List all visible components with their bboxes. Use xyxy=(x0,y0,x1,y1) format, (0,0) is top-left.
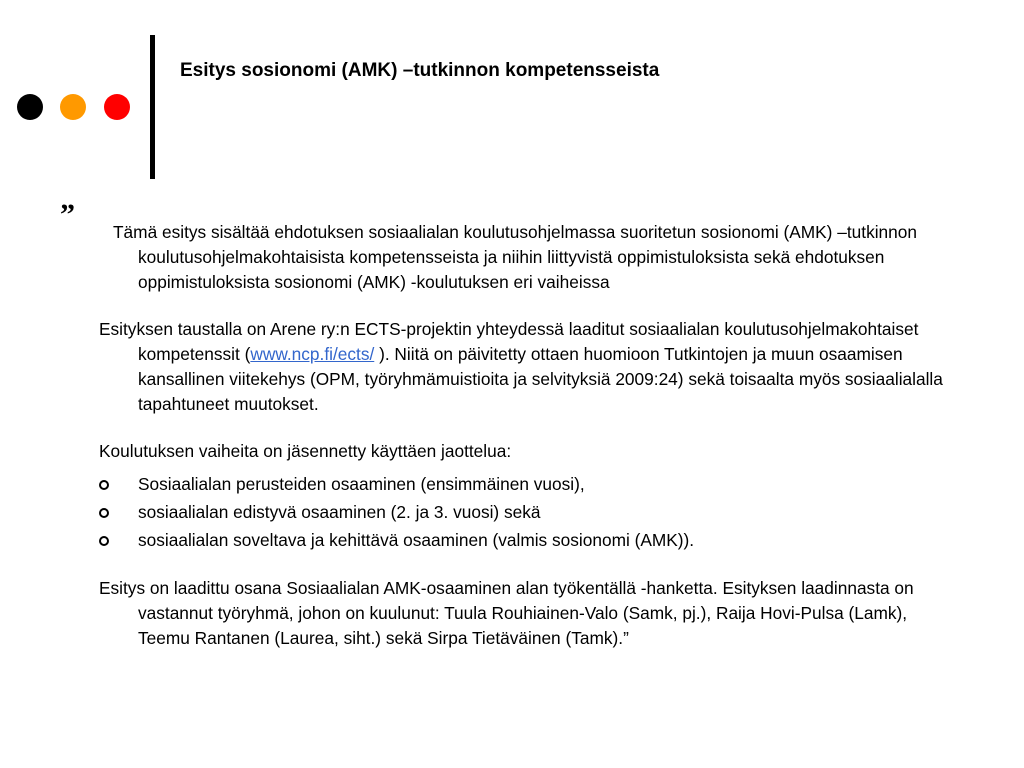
bullet-ring-icon xyxy=(99,536,109,546)
decorative-dot-red xyxy=(104,94,130,120)
slide-title: Esitys sosionomi (AMK) –tutkinnon kompetensseista xyxy=(180,60,660,81)
credits-paragraph: Esitys on laadittu osana Sosiaalialan AMK-osaaminen alan työkentällä -hanketta. Esityksen laadinnasta on vastannut työryhmä, johon on kuulunut: Tuula Rouhiainen-Valo (Samk, pj.), Raija Hovi-Pulsa (Lamk), Teemu Rantanen (Laurea, siht.) sekä Sirpa Tietäväinen (Tamk).” xyxy=(99,578,914,648)
bullet-ring-icon xyxy=(99,508,109,518)
list-item xyxy=(99,470,944,498)
background-text-end: ). Niitä on päivitetty ottaen huomioon Tutkintojen ja muun osaamisen kansallinen viitekehys (OPM, työryhmämuistioita ja selvityksiä 2009:24) sekä toisaalta myös sosiaalialalla tapahtuneet muutokset. xyxy=(138,344,943,414)
decorative-dot-black xyxy=(17,94,43,120)
opening-quote-mark: ” xyxy=(60,198,75,231)
bullet-ring-icon xyxy=(99,480,109,490)
background-text-start: Esityksen taustalla on Arene ry:n ECTS-projektin yhteydessä laaditut sosiaalialan koulutusohjelmakohtaiset kompetenssit ( xyxy=(99,319,919,364)
slide-body xyxy=(60,198,944,651)
phases-intro-paragraph: Koulutuksen vaiheita on jäsennetty käyttäen jaottelua: xyxy=(99,441,512,461)
title-divider-line xyxy=(150,35,155,179)
list-item xyxy=(99,526,944,554)
list-item-text: Sosiaalialan perusteiden osaaminen (ensimmäinen vuosi), xyxy=(138,474,585,494)
decorative-dot-orange xyxy=(60,94,86,120)
list-item xyxy=(99,498,944,526)
list-item-text: sosiaalialan edistyvä osaaminen (2. ja 3. vuosi) sekä xyxy=(138,502,541,522)
intro-paragraph xyxy=(60,198,944,295)
list-item-text: sosiaalialan soveltava ja kehittävä osaaminen (valmis sosionomi (AMK)). xyxy=(138,530,695,550)
background-paragraph xyxy=(99,317,944,417)
ects-link[interactable]: www.ncp.fi/ects/ xyxy=(250,344,375,364)
intro-text: Tämä esitys sisältää ehdotuksen sosiaalialan koulutusohjelmassa suoritetun sosionomi (AMK) –tutkinnon koulutusohjelmakohtaisista kompetensseista ja niihin liittyvistä oppimistuloksista sekä ehdotuksen oppimistuloksista sosionomi (AMK) -koulutuksen eri vaiheissa xyxy=(113,222,917,292)
